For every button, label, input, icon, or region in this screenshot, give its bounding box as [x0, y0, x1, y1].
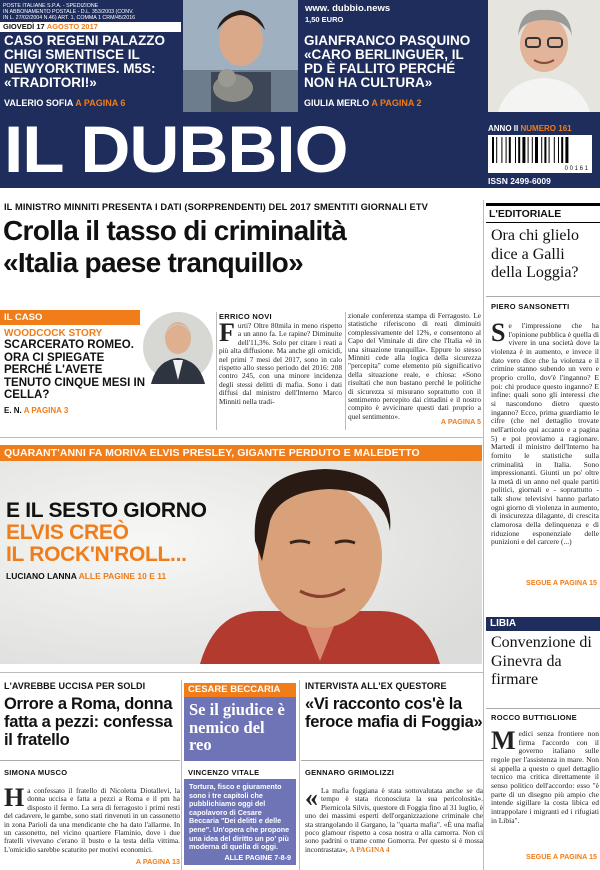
- editoriale-title[interactable]: Ora chi glielo dice a Galli della Loggia?: [491, 227, 579, 281]
- barcode-bar: [506, 137, 507, 163]
- postal-info: [3, 3, 181, 21]
- caso-label: IL CASO: [0, 310, 140, 325]
- roma-text: a confessato il fratello di Nicoletta Diotallevi, la donna uccisa e fatta a pezzi a Roma e il pm ha disposto il fermo. La sera di ferragosto i primi resti del cadavere, le gambe, sono stati rinvenuti in un cassonetto in zona Parioli da una mendicante che ha dato l'allarme. In un cassonetto, nel vicino quartiere Flaminio, dove i due fratelli vivevano c'erano il busto e la testa della vittima. L'omicidio sarebbe scaturito per motivi economici.: [4, 786, 180, 854]
- column-divider: [345, 312, 346, 430]
- roma-kicker: L'AVREBBE UCCISA PER SOLDI: [4, 681, 146, 691]
- date-day: GIOVEDÌ 17: [3, 22, 45, 31]
- foggia-rule: [301, 760, 483, 761]
- page-ref[interactable]: A PAGINA 6: [75, 98, 126, 108]
- postal-line: IN L. 27/02/2004 N.46) ART. 1, COMMA 1 CRM/45/2016: [3, 15, 136, 21]
- column-divider: [299, 680, 300, 870]
- barcode-bar: [515, 137, 516, 163]
- barcode-bar: [561, 137, 563, 163]
- barcode-bar: [535, 137, 538, 163]
- issue-number: [488, 124, 572, 133]
- beccaria-byline: VINCENZO VITALE: [188, 768, 260, 777]
- roma-ref[interactable]: A PAGINA 13: [135, 857, 180, 866]
- editoriale-author-rule: [486, 296, 600, 297]
- pasquino-photo-image: [488, 0, 600, 112]
- elvis-headline[interactable]: [6, 500, 207, 566]
- barcode: [488, 135, 592, 173]
- elvis-banner: QUARANT'ANNI FA MORIVA ELVIS PRESLEY, GIGANTE PERDUTO E MALEDETTO: [0, 445, 482, 461]
- dropcap: S: [491, 318, 506, 347]
- foggia-text: La mafia foggiana è stata sottovalutata anche se da tempo è stata riconosciuta la sua pericolosità». Piernicola Silvis, questore di Foggia fino al 31 luglio, è uno dei massimi esperti dell'organizzazione criminale che sta strangolando il Gargano, la "quarta mafia". «È una mafia poco glamour rispetto a cosa nostra o alla camorra. Non ci sono padrini o trame come Gomorra. Per questo si è mossa incontrastata»,: [305, 786, 483, 854]
- page-ref[interactable]: A PAGINA 4: [349, 844, 390, 854]
- regeni-photo-image: [183, 0, 298, 112]
- page-ref[interactable]: A PAGINA 2: [371, 98, 422, 108]
- column-divider: [216, 312, 217, 430]
- caso-title: SCARCERATO ROMEO. ORA CI SPIEGATE PERCHÉ L'AVETE TENUTO CINQUE MESI IN CELLA?: [4, 339, 145, 401]
- barcode-bar: [544, 137, 546, 163]
- postal-line: IN ABBONAMENTO POSTALE - D.L. 353/2003 (CONV.: [3, 9, 134, 15]
- caso-photo: [143, 310, 213, 384]
- barcode-bar: [518, 137, 520, 163]
- postal-line: POSTE ITALIANE S.P.A. - SPEDIZIONE: [3, 3, 99, 9]
- lead-col2: [348, 312, 481, 421]
- barcode-bar: [549, 137, 550, 163]
- website[interactable]: www. dubbio.news: [305, 3, 391, 14]
- libia-label: LIBIA: [486, 617, 600, 631]
- foggia-body: [305, 783, 483, 854]
- roma-title[interactable]: Orrore a Roma, donna fatta a pezzi: confessa il fratello: [4, 695, 173, 749]
- caso-byline: E. N.: [4, 405, 22, 415]
- barcode-bar: [522, 137, 525, 163]
- lead-headline[interactable]: [3, 215, 485, 279]
- caso-sub: WOODCOCK STORY: [4, 328, 103, 339]
- barcode-bar: [496, 137, 497, 163]
- byline: GIULIA MERLO: [304, 98, 370, 108]
- column-divider: [181, 680, 182, 870]
- date-month-year: AGOSTO 2017: [46, 22, 98, 31]
- regeni-photo: [183, 0, 298, 112]
- editoriale-label: L'EDITORIALE: [489, 208, 562, 220]
- byline: VALERIO SOFIA: [4, 98, 74, 108]
- issue-date: [0, 22, 181, 32]
- caso-byline-row: [4, 406, 214, 415]
- dropcap: M: [491, 726, 516, 755]
- libia-text: edici senza frontiere non firma l'accordo con il governo italiano sulle regole per l'assistenza in mare. Non si appella a questo o quel dettaglio tecnico ma critica direttamente il senso politico dell'accordo: esso "è parte di un disegno più ampio che intende sigillare la costa libica ed intrappolare i migranti ed i rifugiati in Libia".: [491, 729, 599, 825]
- pasquino-headline: GIANFRANCO PASQUINO «CARO BERLINGUER, IL PD È FALLITO PERCHÉ NON HA CULTURA»: [304, 33, 471, 90]
- lead-headline-line2: «Italia paese tranquillo»: [3, 247, 303, 278]
- libia-author: ROCCO BUTTIGLIONE: [491, 713, 577, 722]
- lead-col1-text: urti? Oltre 80mila in meno rispetto a un anno fa. Le rapine? Diminuite dell'11,3%. Solo per citare i reati a più alta diffusione. Ma anche gli omicidi, nel primi 7 mesi del 2017, sono in calo rispetto allo stesso periodo del 2016: 208 contro 245, con una minore incidenza degli stessi delitti di mafia. Sono i dati diffusi dal ministro dell'Interno Marco Minniti nella tradi-: [219, 321, 342, 406]
- barcode-bar: [528, 137, 529, 163]
- price: 1,50 EURO: [305, 15, 344, 24]
- beccaria-label: CESARE BECCARIA: [184, 683, 296, 697]
- editoriale-body: [491, 318, 599, 547]
- issn: ISSN 2499-6009: [488, 176, 551, 186]
- editoriale-ref[interactable]: SEGUE A PAGINA 15: [526, 578, 597, 587]
- foggia-byline: GENNARO GRIMOLIZZI: [305, 768, 395, 777]
- barcode-bar: [532, 137, 533, 163]
- barcode-bar: [509, 137, 511, 163]
- pasquino-story[interactable]: [304, 34, 486, 90]
- barcode-bar: [558, 137, 559, 163]
- editoriale-label-rule: [486, 222, 600, 223]
- regeni-byline: [4, 98, 125, 108]
- barcode-bar: [541, 137, 542, 163]
- editoriale-text: e l'impressione che ha l'opinione pubblica è quella di vivere in una società dove la violenza è in aumento, e invece il dato vero dice che la violenza e il crimine stanno subendo un vero e proprio crollo, dov'è l'inganno? E poi: chi produce questo inganno? E infine: quali sono gli interessi che si nascondono dietro questo inganno? Ecco, prima guardiamo le cifre (che nel dettaglio trovate nell'articolo qui accanto e a pagina 5) e poi proviamo a ragionare. Martedì il ministro dell'Interno ha fornito le statistiche sulla criminalità in Italia. Sono impressionanti. Giunti un po' oltre la metà di un anno nel quale partiti politici, giornali e - soprattutto - talk show televisivi hanno parlato ogni giorno di violenza in aumento, di insicurezza dilagante, di crescita clamorosa della delinquenza e di riduzione esponenziale delle punizioni e del carcere (...): [491, 321, 599, 547]
- elvis-line1: E IL SESTO GIORNO: [6, 499, 207, 522]
- page-ref[interactable]: A PAGINA 3: [23, 405, 69, 415]
- dropcap: F: [219, 318, 235, 347]
- lead-byline: ERRICO NOVI: [219, 312, 272, 321]
- barcode-bars: [492, 137, 588, 163]
- numero-label: NUMERO 161: [520, 124, 572, 133]
- dropcap: H: [4, 783, 25, 812]
- roma-rule: [0, 760, 180, 761]
- regeni-story[interactable]: [4, 34, 180, 90]
- elvis-line3: IL ROCK'N'ROLL...: [6, 543, 187, 566]
- roma-byline: SIMONA MUSCO: [4, 768, 68, 777]
- foggia-kicker: INTERVISTA ALL'EX QUESTORE: [305, 681, 447, 691]
- pasquino-byline: [304, 98, 422, 108]
- section-rule: [0, 672, 483, 673]
- lead-headline-line1: Crolla il tasso di criminalità: [3, 215, 347, 246]
- lead-col2-text: zionale conferenza stampa di Ferragosto. Le statistiche riferiscono di reati diminuiti complessivamente del 12%, e consentono al Capo del Viminale di dire che l'Italia «è in una situazione tranquilla». Eppure lo stesso Minniti cede alla logica della sicurezza "percepita" come elemento più significativo della situazione reale, e chiosa: «Sono risultati che non bastano perché le politiche di sicurezza si misurano soprattutto con il sentimento percepito dai cittadini e il nostro compito è avvicinare questi dati proprio a quel sentimento».: [348, 311, 481, 421]
- section-rule: [0, 437, 483, 438]
- beccaria-box[interactable]: [184, 697, 296, 761]
- beccaria-text: Tortura, fisco e giuramento sono i tre capitoli che pubblichiamo oggi del capolavoro di Cesare Beccaria "Dei delitti e delle pene". Un'opera che propone una idea del diritto un po' più moderna di quella di oggi.: [189, 782, 290, 852]
- foggia-title[interactable]: «Vi racconto cos'è la feroce mafia di Foggia»: [305, 695, 483, 731]
- elvis-line2: ELVIS CREÒ: [6, 521, 129, 544]
- barcode-digits: 0 0 1 6 1: [564, 166, 588, 172]
- page-ref[interactable]: ALLE PAGINE 10 E 11: [78, 571, 167, 581]
- editoriale-author: PIERO SANSONETTI: [491, 302, 570, 311]
- caso-photo-image: [143, 310, 213, 384]
- lead-ref[interactable]: A PAGINA 5: [440, 417, 481, 426]
- dropcap: «: [305, 783, 318, 812]
- anno-label: ANNO II: [488, 124, 519, 133]
- elvis-byline: [6, 571, 166, 581]
- regeni-headline: CASO REGENI PALAZZO CHIGI SMENTISCE IL NEWYORKTIMES. M5S: «TRADITORI!»: [4, 33, 166, 90]
- editoriale-rule: [486, 203, 600, 206]
- libia-ref[interactable]: SEGUE A PAGINA 15: [526, 852, 597, 861]
- masthead-logo[interactable]: IL DUBBIO: [4, 112, 348, 186]
- libia-title[interactable]: Convenzione di Ginevra da firmare: [491, 634, 592, 688]
- beccaria-title: Se il giudice è nemico del reo: [189, 700, 285, 754]
- barcode-bar: [501, 137, 502, 163]
- barcode-bar: [492, 137, 494, 163]
- libia-author-rule: [486, 708, 600, 709]
- lead-col1: [219, 318, 342, 406]
- page-ref[interactable]: ALLE PAGINE 7-8-9: [224, 852, 291, 862]
- column-divider: [483, 200, 484, 870]
- libia-body: [491, 726, 599, 825]
- barcode-bar: [565, 137, 568, 163]
- barcode-bar: [554, 137, 555, 163]
- pasquino-photo: [488, 0, 600, 112]
- roma-body: [4, 783, 180, 854]
- byline: LUCIANO LANNA: [6, 571, 77, 581]
- beccaria-textbox: [184, 779, 296, 865]
- lead-kicker: IL MINISTRO MINNITI PRESENTA I DATI (SORPRENDENTI) DEL 2017 SMENTITI GIORNALI ETV: [4, 202, 428, 212]
